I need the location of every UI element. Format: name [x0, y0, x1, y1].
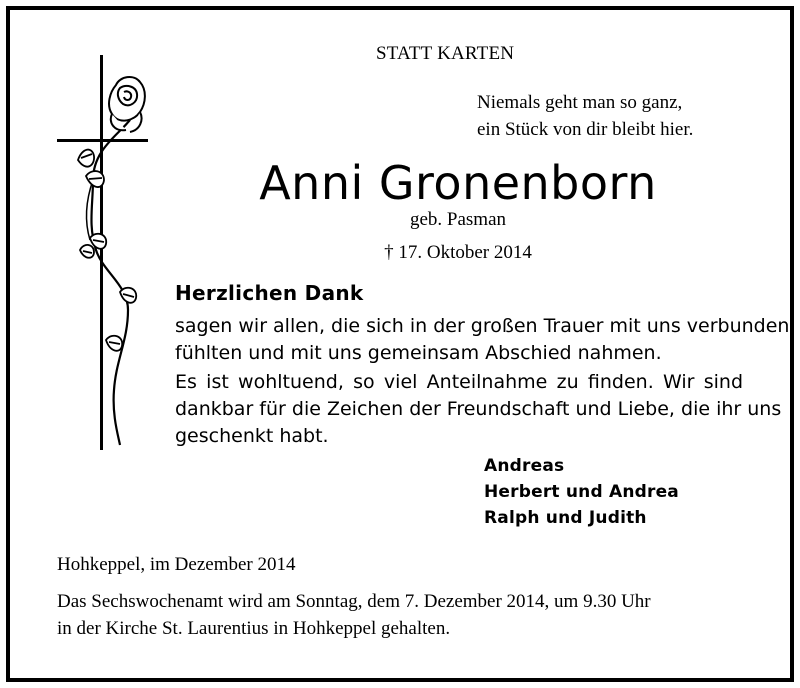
signature: Herbert und Andrea	[484, 482, 679, 502]
signature: Andreas	[484, 456, 565, 476]
paragraph-line: geschenkt habt.	[175, 425, 329, 447]
announcement-line: Das Sechswochenamt wird am Sonntag, dem 7. Dezember 2014, um 9.30 Uhr	[57, 591, 651, 612]
paragraph-line: dankbar für die Zeichen der Freundschaft und Liebe, die ihr uns	[175, 398, 782, 420]
announcement-line: in der Kirche St. Laurentius in Hohkeppel gehalten.	[57, 618, 451, 639]
death-date: † 17. Oktober 2014	[384, 242, 532, 263]
header: STATT KARTEN	[376, 43, 515, 64]
place-date: Hohkeppel, im Dezember 2014	[57, 554, 296, 575]
signature: Ralph und Judith	[484, 508, 647, 528]
birth-name: geb. Pasman	[409, 209, 507, 230]
thanks-title: Herzlichen Dank	[175, 281, 364, 305]
quote-line: ein Stück von dir bleibt hier.	[477, 119, 694, 140]
thanks-paragraph-2	[175, 369, 782, 450]
thanks-paragraph-1	[175, 313, 790, 367]
paragraph-line: Es ist wohltuend, so viel Anteilnahme zu finden. Wir sind	[175, 371, 743, 393]
quote-line: Niemals geht man so ganz,	[477, 92, 683, 113]
cross-with-rose-icon	[48, 40, 158, 450]
paragraph-line: sagen wir allen, die sich in der großen Trauer mit uns verbunden	[175, 315, 790, 337]
paragraph-line: fühlten und mit uns gemeinsam Abschied nahmen.	[175, 342, 662, 364]
deceased-name: Anni Gronenborn	[259, 156, 657, 210]
